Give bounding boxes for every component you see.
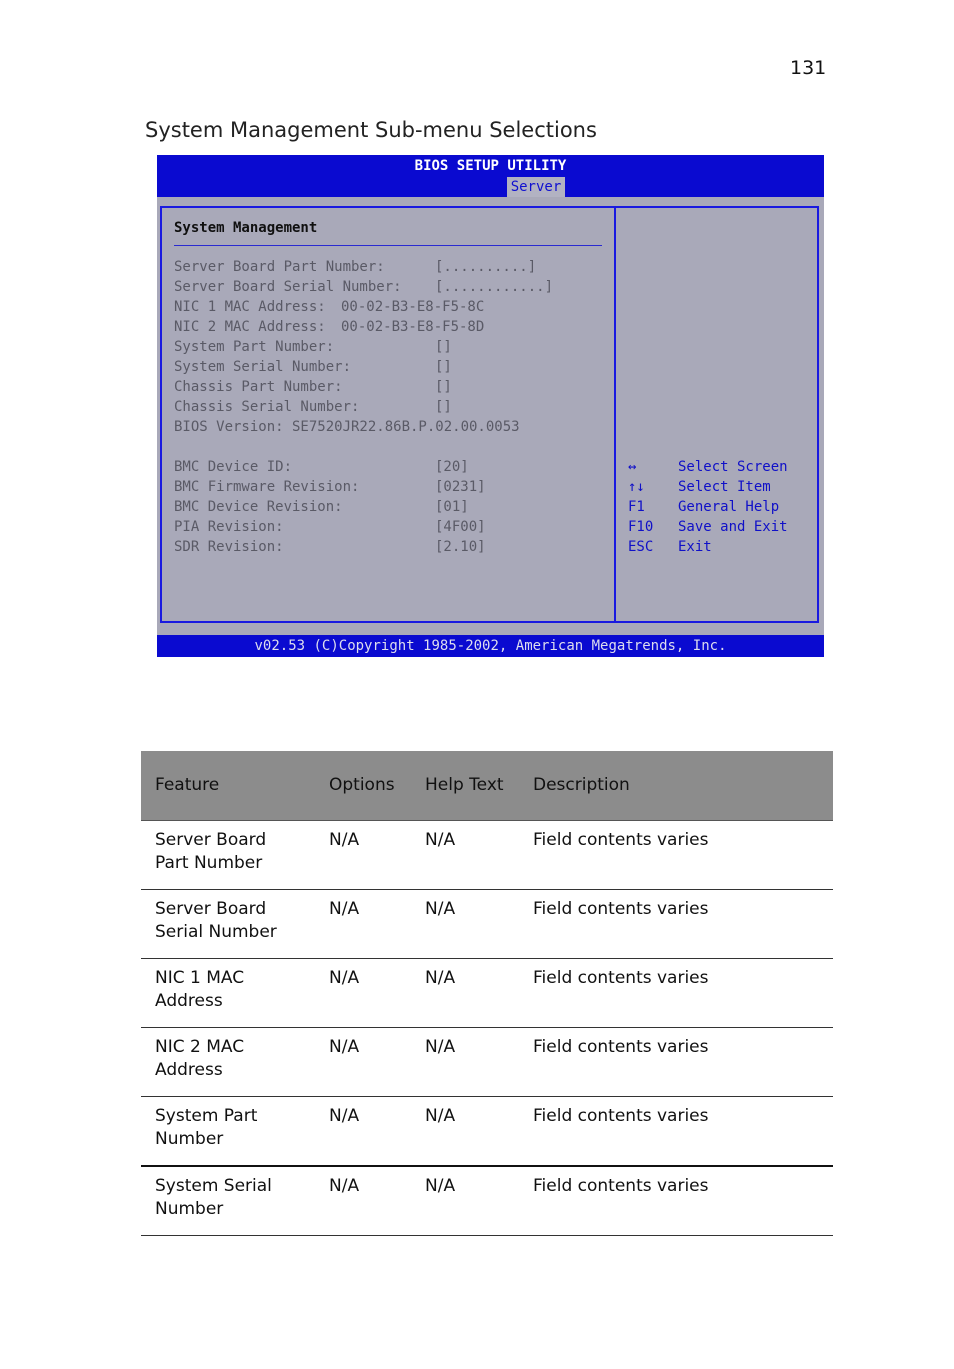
cell-help-text: N/A (411, 1028, 519, 1097)
cell-help-text: N/A (411, 1097, 519, 1167)
bios-row-pia-revision (174, 519, 486, 535)
section-title: System Management Sub-menu Selections (145, 118, 597, 142)
row-label: Chassis Serial Number: (174, 399, 360, 415)
row-label: BIOS Version: (174, 419, 284, 435)
cell-description: Field contents varies (519, 1166, 833, 1236)
help-key: F10 (628, 519, 654, 535)
bios-footer: v02.53 (C)Copyright 1985-2002, American Megatrends, Inc. (157, 635, 824, 657)
help-general-help (628, 499, 780, 515)
cell-help-text: N/A (411, 1166, 519, 1236)
feature-table (141, 751, 833, 1236)
row-label: NIC 2 MAC Address: (174, 319, 326, 335)
row-value: [] (435, 399, 452, 415)
heading-rule (174, 245, 602, 246)
cell-help-text: N/A (411, 959, 519, 1028)
bios-panel (160, 206, 819, 623)
help-desc: General Help (678, 499, 780, 515)
row-label: BMC Firmware Revision: (174, 479, 360, 495)
bios-row-chassis-serial (174, 399, 452, 415)
header-options: Options (315, 751, 411, 821)
row-value: [] (435, 379, 452, 395)
bios-row-server-board-part (174, 259, 537, 275)
bios-title: BIOS SETUP UTILITY (157, 155, 824, 175)
panel-heading: System Management (174, 220, 318, 236)
row-label: System Serial Number: (174, 359, 352, 375)
bios-row-bmc-firmware (174, 479, 486, 495)
cell-options: N/A (315, 959, 411, 1028)
bios-screenshot (157, 155, 824, 657)
row-value: SE7520JR22.86B.P.02.00.0053 (292, 419, 520, 435)
left-right-arrow-icon: ↔ (628, 459, 637, 475)
cell-feature: Server Board Serial Number (141, 890, 315, 959)
table-row (141, 890, 833, 959)
up-down-arrow-icon: ↑↓ (628, 479, 645, 495)
cell-feature: NIC 1 MAC Address (141, 959, 315, 1028)
bios-row-bmc-device-id (174, 459, 469, 475)
row-value: [] (435, 339, 452, 355)
help-desc: Select Item (678, 479, 771, 495)
help-key: ESC (628, 539, 654, 555)
table-row (141, 1028, 833, 1097)
row-label: SDR Revision: (174, 539, 284, 555)
row-value: [2.10] (435, 539, 486, 555)
help-exit (628, 539, 712, 555)
bios-row-bios-version (174, 419, 520, 435)
bios-row-system-serial (174, 359, 452, 375)
row-label: Server Board Serial Number: (174, 279, 402, 295)
table-row (141, 959, 833, 1028)
row-value: [01] (435, 499, 469, 515)
row-label: PIA Revision: (174, 519, 284, 535)
cell-description: Field contents varies (519, 959, 833, 1028)
table-row (141, 1166, 833, 1236)
row-value: [] (435, 359, 452, 375)
cell-options: N/A (315, 1097, 411, 1167)
header-feature: Feature (141, 751, 315, 821)
bios-row-nic2-mac (174, 319, 485, 335)
cell-feature: NIC 2 MAC Address (141, 1028, 315, 1097)
help-select-item (628, 479, 771, 495)
row-value: [..........] (435, 259, 537, 275)
cell-options: N/A (315, 890, 411, 959)
row-value: 00-02-B3-E8-F5-8C (341, 299, 485, 315)
table-row (141, 821, 833, 890)
header-description: Description (519, 751, 833, 821)
help-desc: Save and Exit (678, 519, 788, 535)
cell-feature: Server Board Part Number (141, 821, 315, 890)
bios-row-server-board-serial (174, 279, 554, 295)
row-label: Chassis Part Number: (174, 379, 343, 395)
row-value: 00-02-B3-E8-F5-8D (341, 319, 485, 335)
header-help-text: Help Text (411, 751, 519, 821)
cell-feature: System Part Number (141, 1097, 315, 1167)
row-value: [............] (435, 279, 554, 295)
panel-divider (614, 208, 616, 621)
row-label: NIC 1 MAC Address: (174, 299, 326, 315)
row-label: System Part Number: (174, 339, 335, 355)
bios-row-sdr-revision (174, 539, 486, 555)
bios-tab-bar (157, 175, 824, 197)
bios-row-bmc-device-rev (174, 499, 469, 515)
bios-row-nic1-mac (174, 299, 485, 315)
cell-description: Field contents varies (519, 890, 833, 959)
cell-options: N/A (315, 1166, 411, 1236)
cell-options: N/A (315, 821, 411, 890)
cell-help-text: N/A (411, 821, 519, 890)
cell-description: Field contents varies (519, 1097, 833, 1167)
row-value: [0231] (435, 479, 486, 495)
table-row (141, 1097, 833, 1167)
row-value: [4F00] (435, 519, 486, 535)
help-desc: Exit (678, 539, 712, 555)
cell-description: Field contents varies (519, 1028, 833, 1097)
help-desc: Select Screen (678, 459, 788, 475)
help-save-exit (628, 519, 788, 535)
tab-server[interactable]: Server (507, 177, 565, 197)
row-value: [20] (435, 459, 469, 475)
page-number: 131 (790, 57, 827, 79)
row-label: BMC Device Revision: (174, 499, 343, 515)
table-header-row (141, 751, 833, 821)
cell-description: Field contents varies (519, 821, 833, 890)
cell-feature: System Serial Number (141, 1166, 315, 1236)
help-key: F1 (628, 499, 645, 515)
cell-options: N/A (315, 1028, 411, 1097)
cell-help-text: N/A (411, 890, 519, 959)
bios-row-chassis-part (174, 379, 452, 395)
bios-row-system-part (174, 339, 452, 355)
row-label: BMC Device ID: (174, 459, 293, 475)
help-select-screen (628, 459, 788, 475)
row-label: Server Board Part Number: (174, 259, 385, 275)
